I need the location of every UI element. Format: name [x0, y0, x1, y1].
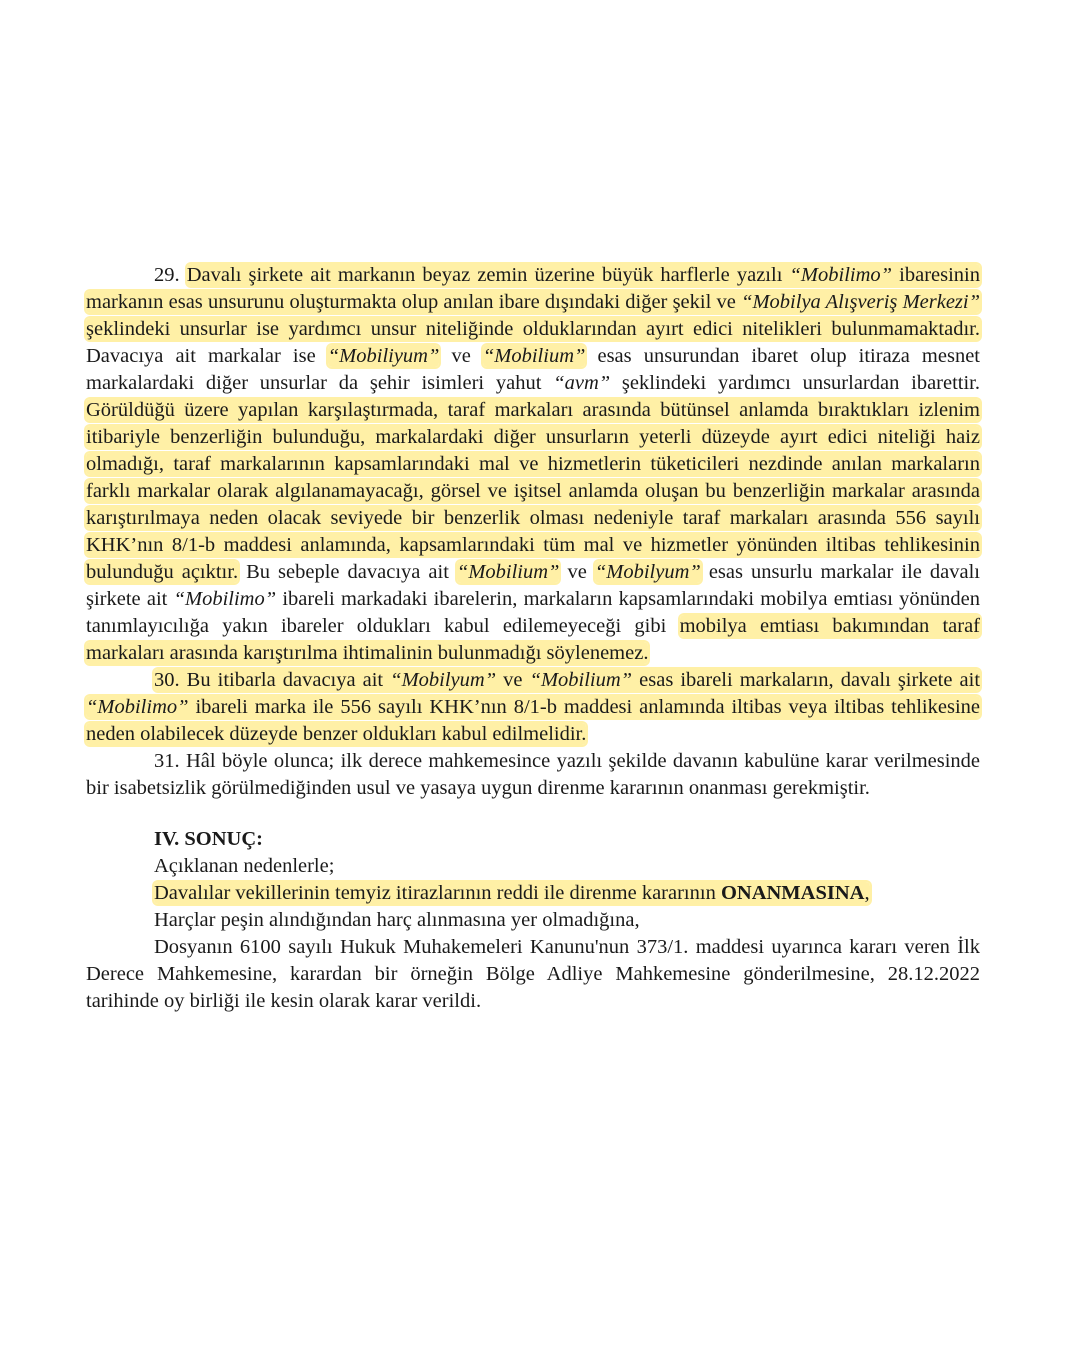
section-heading: IV. SONUÇ: [154, 828, 263, 850]
result-line-verdict [86, 880, 980, 907]
highlight: “Mobilium” [482, 345, 586, 367]
highlight: 30. Bu itibarla davacıya ait “Mobilyum” ve “Mobilium” esas ibareli markaların, davalı şirkete ait “Mobilimo” ibareli marka ile 556 sayılı KHK’nın 8/1-b maddesi anlamında iltibas veya iltibas tehlikesine neden olabilecek düzeyde benzer oldukları kabul edilmelidir. [86, 669, 981, 745]
paragraph-30 [86, 667, 980, 748]
highlight: Davalı şirkete ait markanın beyaz zemin üzerine büyük harflerle yazılı “Mobilimo” ibaresinin markanın esas unsurunu oluşturmakta olup anılan ibare dışındaki diğer şekil ve “Mobilya Alışveriş Merkezi” şeklindeki unsurlar ise yardımcı unsur niteliğinde olduklarından ayırt edici nitelikleri bulunmamaktadır. [86, 264, 981, 340]
cropped-previous-line [150, 241, 560, 248]
paragraph-29: 29. Davalı şirkete ait markanın beyaz zemin üzerine büyük harflerle yazılı “Mobilimo” ibaresinin markanın esas unsurunu oluşturmakta olup anılan ibare dışındaki diğer şekil ve “Mobilya Alışveriş Merkezi” şeklindeki unsurlar ise yardımcı unsur niteliğinde olduklarından ayırt edici nitelikleri bulunmamaktadır. Davacıya ait markalar ise “Mobiliyum” ve “Mobilium” esas unsurundan ibaret olup itiraza mesnet markalardaki diğer unsurlar da şehir isimleri yahut “avm” şeklindeki yardımcı unsurlardan ibarettir. Görüldüğü üzere yapılan karşılaştırmada, taraf markaları arasında bütünsel anlamda bıraktıkları izlenim itibariyle benzerliğin bulunduğu, markalardaki diğer unsurların yeterli düzeyde ayırt edici niteliği haiz olmadığı, taraf markalarının kapsamlarındaki mal ve hizmetlerin tüketicileri nezdinde anılan markaların farklı markalar olarak algılanamayacağı, görsel ve işitsel anlamda oluşan bu benzerliğin markalar arasında karıştırılmaya neden olacak seviyede bir benzerlik olması nedeniyle taraf markaları arasında 556 sayılı KHK’nın 8/1-b maddesi anlamında, kapsamlarındaki tüm mal ve hizmetler yönünden iltibas tehlikesinin bulunduğu açıktır. Bu sebeple davacıya ait “Mobilium” ve “Mobilyum” esas unsurlu markalar ile davalı şirkete ait “Mobilimo” ibareli markadaki ibarelerin, markaların kapsamlarındaki mobilya emtiası yönünden tanımlayıcılığa yakın ibareler oldukları kabul edilemeyeceği gibi mobilya emtiası bakımından taraf markaları arasında karıştırılma ihtimalinin bulunmadığı söylenemez. [86, 264, 981, 664]
result-line: Dosyanın 6100 sayılı Hukuk Muhakemeleri Kanunu'nun 373/1. maddesi uyarınca kararı veren İlk Derece Mahkemesine, karardan bir örneğin Bölge Adliye Mahkemesine gönderilmesine, 28.12.2022 tarihinde oy birliği ile kesin olarak karar verildi. [86, 936, 980, 1012]
paragraph-number: 29. [154, 264, 180, 286]
decision-text [86, 262, 980, 1015]
highlight: “Mobilyum” [594, 561, 701, 583]
result-line: Harçlar peşin alındığından harç alınmasına yer olmadığına, [154, 909, 640, 931]
result-line: Açıklanan nedenlerle; [154, 855, 335, 877]
highlight: “Mobilium” [456, 561, 560, 583]
highlight: Görüldüğü üzere yapılan karşılaştırmada, taraf markaları arasında bütünsel anlamda bıraktıkları izlenim itibariyle benzerliğin bulunduğu, markalardaki diğer unsurların yeterli düzeyde ayırt edici niteliği haiz olmadığı, taraf markalarının kapsamlarındaki mal ve hizmetlerin tüketicileri nezdinde anılan markaların farklı markalar olarak algılanamayacağı, görsel ve işitsel anlamda oluşan bu benzerliğin markalar arasında karıştırılmaya neden olacak seviyede bir benzerlik olması nedeniyle taraf markaları arasında 556 sayılı KHK’nın 8/1-b maddesi anlamında, kapsamlarındaki tüm mal ve hizmetler yönünden iltibas tehlikesinin bulunduğu açıktır. [86, 399, 980, 583]
highlight: mobilya emtiası bakımından taraf markaları arasında karıştırılma ihtimalinin bulunmadığı söylenemez. [86, 615, 980, 664]
highlight: “Mobiliyum” [327, 345, 440, 367]
highlight: Davalılar vekillerinin temyiz itirazlarının reddi ile direnme kararının ONANMASINA, [154, 882, 870, 904]
paragraph-31: 31. Hâl böyle olunca; ilk derece mahkemesince yazılı şekilde davanın kabulüne karar verilmesinde bir isabetsizlik görülmediğinden usul ve yasaya uygun direnme kararının onanması gerekmiştir. [86, 750, 981, 799]
